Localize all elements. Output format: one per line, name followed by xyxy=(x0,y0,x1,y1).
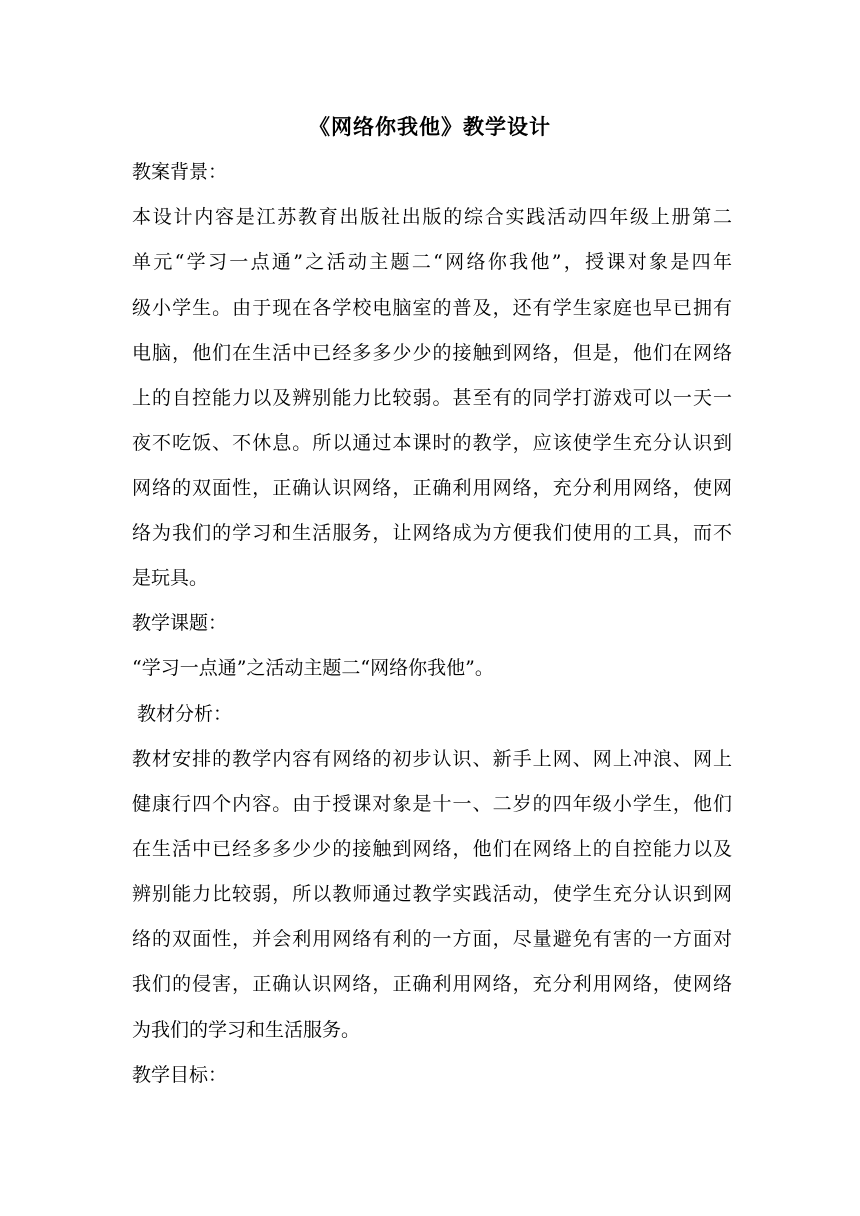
paragraph-line: 网络的双面性，正确认识网络，正确利用网络，充分利用网络，使网 xyxy=(132,477,732,499)
paragraph-line: 教材安排的教学内容有网络的初步认识、新手上网、网上冲浪、网上 xyxy=(132,748,732,770)
paragraph-line: 健康行四个内容。由于授课对象是十一、二岁的四年级小学生，他们 xyxy=(132,793,732,815)
section-heading-background: 教案背景： xyxy=(132,161,228,183)
paragraph-line: 本设计内容是江苏教育出版社出版的综合实践活动四年级上册第二 xyxy=(132,206,732,228)
paragraph-line: 络的双面性，并会利用网络有利的一方面，尽量避免有害的一方面对 xyxy=(132,928,732,950)
paragraph-line: 是玩具。 xyxy=(132,567,209,589)
section-heading-objectives: 教学目标： xyxy=(132,1064,228,1086)
paragraph-line: 为我们的学习和生活服务。 xyxy=(132,1019,361,1041)
section-heading-topic: 教学课题： xyxy=(132,612,228,634)
paragraph-line: 辨别能力比较弱，所以教师通过教学实践活动，使学生充分认识到网 xyxy=(132,883,732,905)
paragraph-line: 络为我们的学习和生活服务，让网络成为方便我们使用的工具，而不 xyxy=(132,522,732,544)
paragraph-line: 级小学生。由于现在各学校电脑室的普及，还有学生家庭也早已拥有 xyxy=(132,297,732,319)
paragraph-line: 单元“学习一点通”之活动主题二“网络你我他”，授课对象是四年 xyxy=(132,251,732,273)
section-heading-analysis: 教材分析： xyxy=(137,703,233,725)
paragraph-line: 电脑，他们在生活中已经多多少少的接触到网络，但是，他们在网络 xyxy=(132,342,732,364)
paragraph-line: 上的自控能力以及辨别能力比较弱。甚至有的同学打游戏可以一天一 xyxy=(132,387,732,409)
paragraph-line: 我们的侵害，正确认识网络，正确利用网络，充分利用网络，使网络 xyxy=(132,973,732,995)
paragraph-line: 夜不吃饭、不休息。所以通过本课时的教学，应该使学生充分认识到 xyxy=(132,432,732,454)
document-title: 《网络你我他》教学设计 xyxy=(309,114,551,139)
paragraph-line: 在生活中已经多多少少的接触到网络，他们在网络上的自控能力以及 xyxy=(132,838,732,860)
paragraph-line: “学习一点通”之活动主题二“网络你我他”。 xyxy=(132,657,494,679)
